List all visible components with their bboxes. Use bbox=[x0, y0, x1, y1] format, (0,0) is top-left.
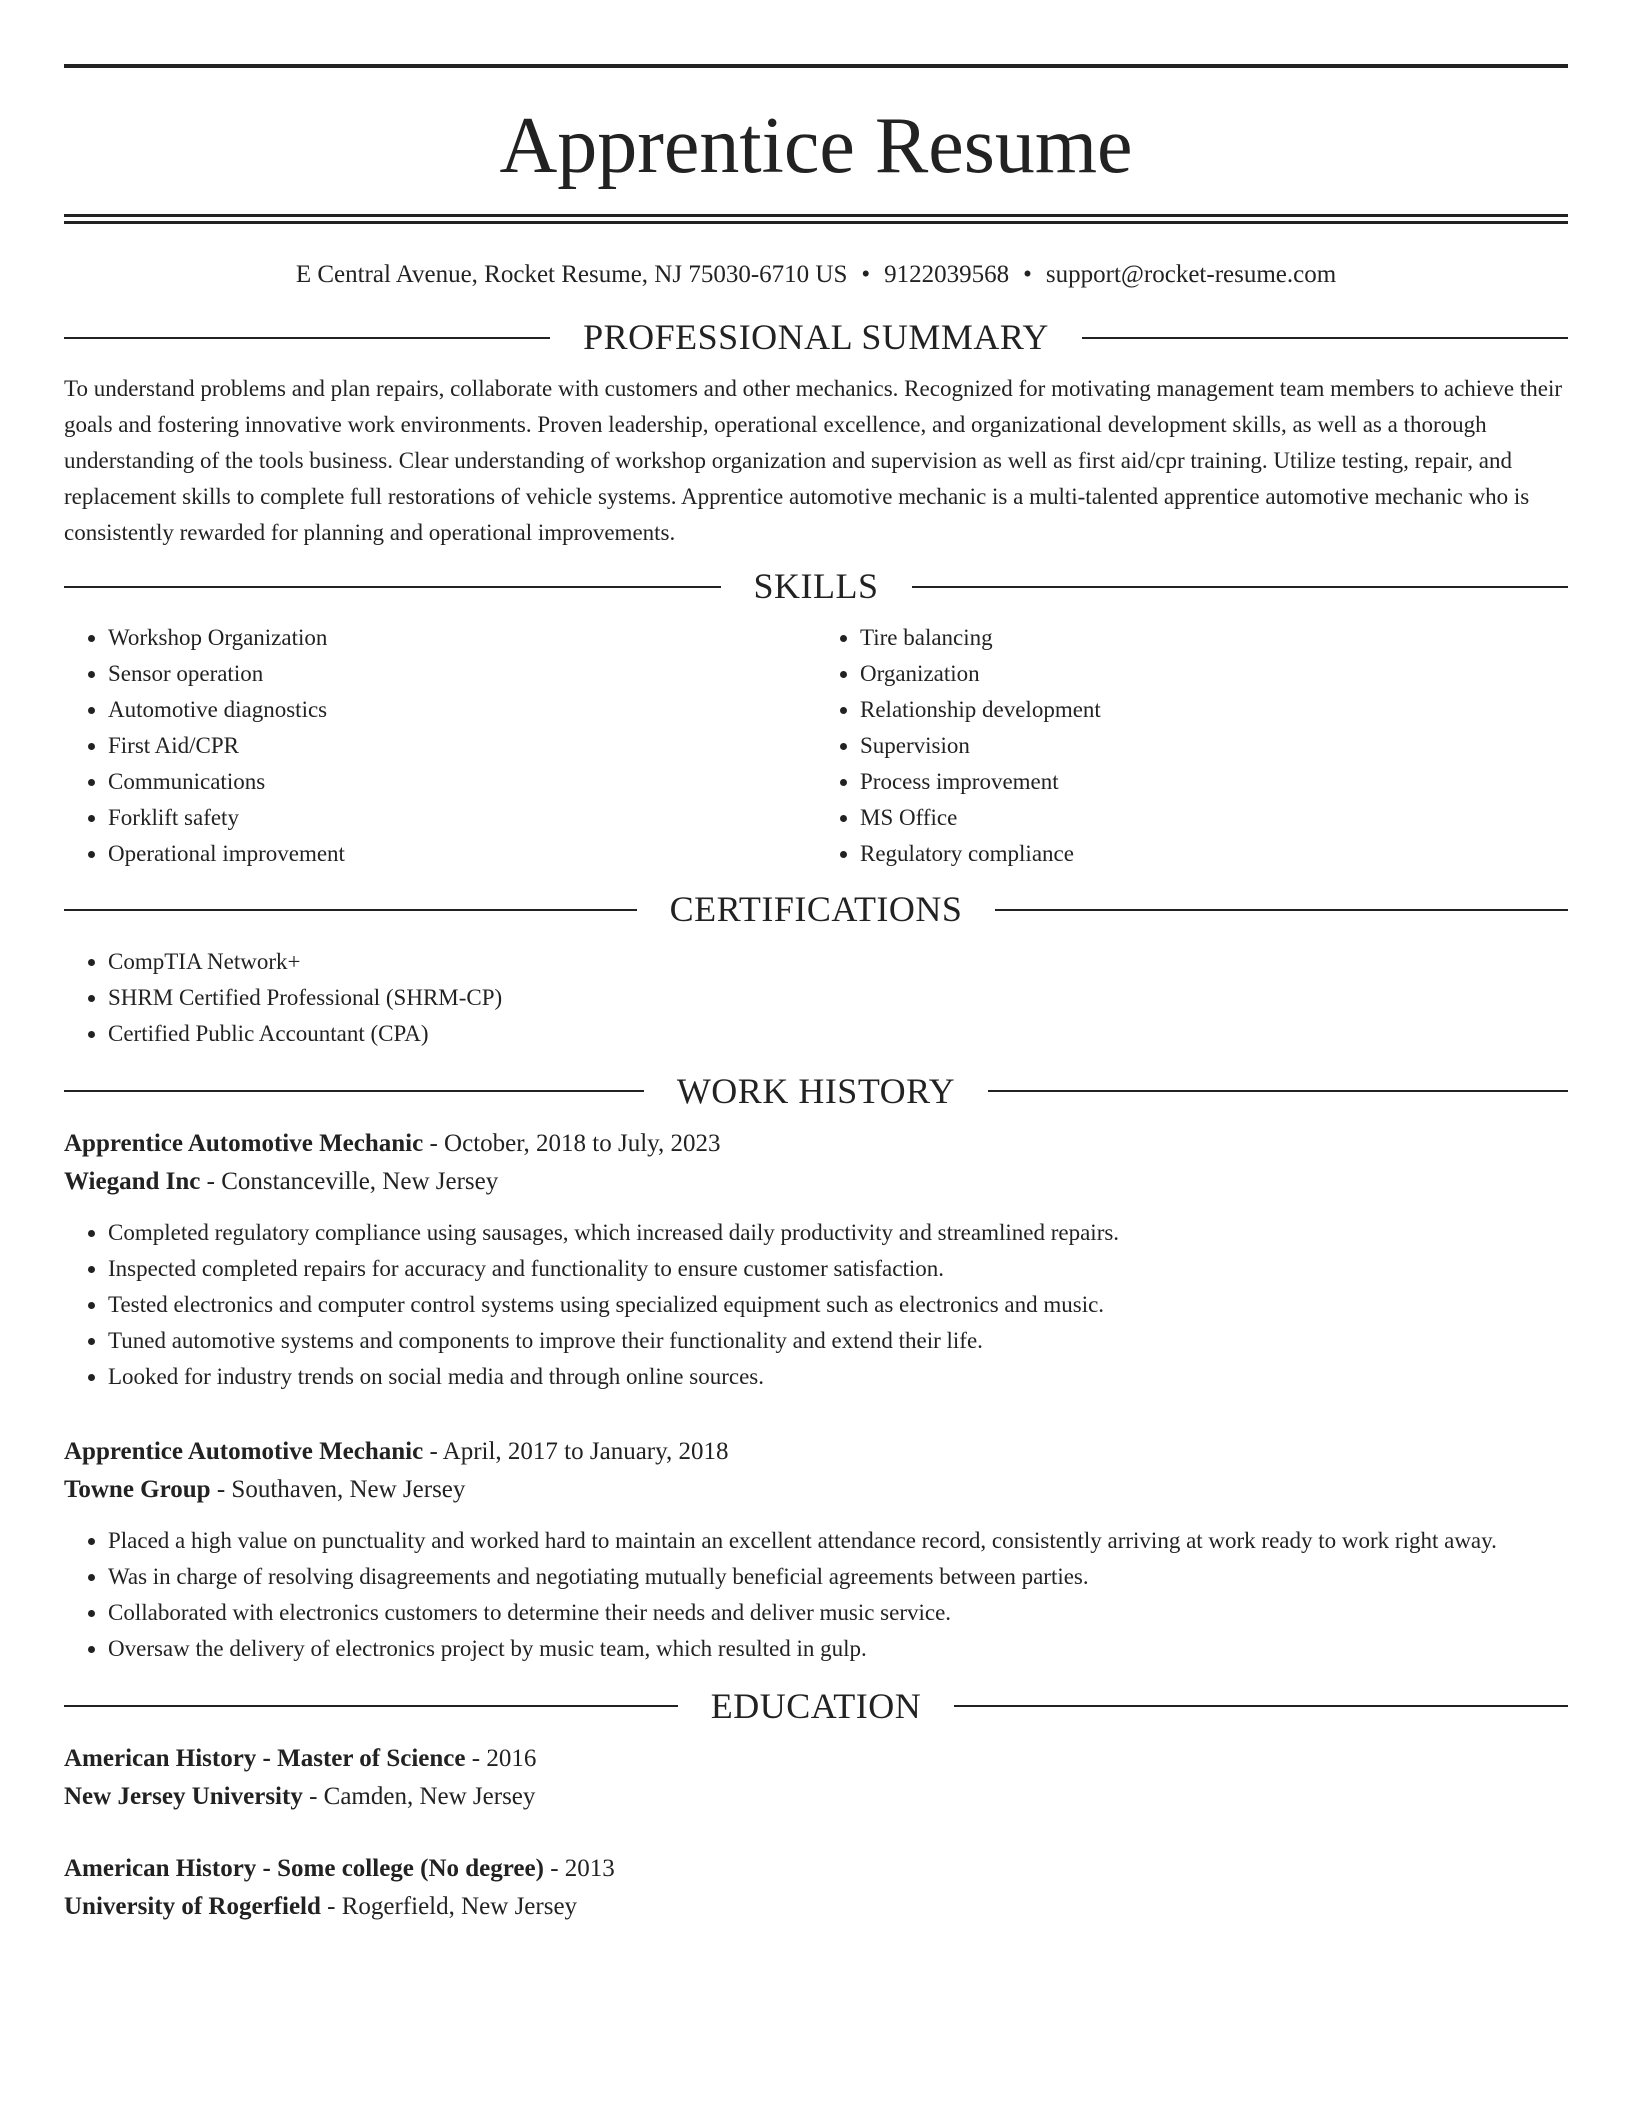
skill-item: • Process improvement bbox=[860, 764, 1568, 800]
job-entry bbox=[64, 1433, 1568, 1667]
job-company-line bbox=[64, 1471, 1568, 1509]
heading-rule-left bbox=[64, 1090, 644, 1092]
title-double-rule bbox=[64, 214, 1568, 224]
job-entry bbox=[64, 1125, 1568, 1395]
job-bullet: • Completed regulatory compliance using sausages, which increased daily productivity and streamlined repairs. bbox=[108, 1215, 1568, 1251]
education-year: - 2016 bbox=[465, 1744, 537, 1772]
heading-rule-left bbox=[64, 1705, 678, 1707]
education-location: - Camden, New Jersey bbox=[302, 1782, 536, 1810]
job-dates: - April, 2017 to January, 2018 bbox=[423, 1437, 729, 1465]
education-degree: American History - Some college (No degree) bbox=[64, 1854, 544, 1882]
top-rule bbox=[64, 64, 1568, 68]
job-bullet: • Collaborated with electronics customers to determine their needs and deliver music service. bbox=[108, 1595, 1568, 1631]
heading-rule-left bbox=[64, 586, 721, 588]
job-role: Apprentice Automotive Mechanic bbox=[64, 1129, 424, 1157]
job-location: - Constanceville, New Jersey bbox=[200, 1167, 499, 1195]
job-bullet: • Was in charge of resolving disagreements and negotiating mutually beneficial agreements between parties. bbox=[108, 1559, 1568, 1595]
heading-rule-left bbox=[64, 909, 637, 911]
contact-address: E Central Avenue, Rocket Resume, NJ 75030-6710 US bbox=[295, 261, 848, 288]
contact-phone: 9122039568 bbox=[884, 261, 1010, 288]
education-school: New Jersey University bbox=[64, 1782, 303, 1810]
education-location: - Rogerfield, New Jersey bbox=[320, 1892, 578, 1920]
skill-item: • Operational improvement bbox=[108, 836, 816, 872]
work-history-heading bbox=[64, 1070, 1568, 1113]
job-title-line bbox=[64, 1433, 1568, 1471]
job-bullet: • Tested electronics and computer control systems using specialized equipment such as electronics and music. bbox=[108, 1287, 1568, 1323]
education-heading bbox=[64, 1685, 1568, 1728]
education-year: - 2013 bbox=[543, 1854, 615, 1882]
contact-separator: • bbox=[1023, 261, 1032, 288]
job-company-line bbox=[64, 1163, 1568, 1201]
heading-rule-right bbox=[995, 909, 1568, 911]
certifications-title: CERTIFICATIONS bbox=[669, 889, 963, 930]
certification-item: • CompTIA Network+ bbox=[108, 944, 1568, 980]
education-entry bbox=[64, 1850, 1568, 1926]
education-title: EDUCATION bbox=[710, 1685, 922, 1726]
heading-rule-right bbox=[1082, 337, 1568, 339]
education-degree: American History - Master of Science bbox=[64, 1744, 466, 1772]
job-bullet: • Inspected completed repairs for accuracy and functionality to ensure customer satisfaction. bbox=[108, 1251, 1568, 1287]
certification-item: • SHRM Certified Professional (SHRM-CP) bbox=[108, 980, 1568, 1016]
heading-rule-left bbox=[64, 337, 550, 339]
work-history-title: WORK HISTORY bbox=[676, 1070, 956, 1111]
job-company: Wiegand Inc bbox=[64, 1167, 201, 1195]
certifications-heading bbox=[64, 888, 1568, 931]
job-dates: - October, 2018 to July, 2023 bbox=[423, 1129, 721, 1157]
skills-title: SKILLS bbox=[753, 566, 879, 607]
skill-item: • Tire balancing bbox=[860, 620, 1568, 656]
job-bullets bbox=[64, 1215, 1568, 1395]
skill-item: • Regulatory compliance bbox=[860, 836, 1568, 872]
skill-item: • Supervision bbox=[860, 728, 1568, 764]
contact-line bbox=[64, 260, 1568, 290]
education-degree-line bbox=[64, 1740, 1568, 1778]
heading-rule-right bbox=[912, 586, 1569, 588]
job-bullet: • Oversaw the delivery of electronics project by music team, which resulted in gulp. bbox=[108, 1631, 1568, 1667]
education-degree-line bbox=[64, 1850, 1568, 1888]
heading-rule-right bbox=[954, 1705, 1568, 1707]
skill-item: • MS Office bbox=[860, 800, 1568, 836]
skill-item: • Communications bbox=[108, 764, 816, 800]
education-school: University of Rogerfield bbox=[64, 1892, 321, 1920]
skills-column-right bbox=[816, 620, 1568, 872]
skills-heading bbox=[64, 565, 1568, 608]
job-location: - Southaven, New Jersey bbox=[210, 1475, 466, 1503]
job-bullets bbox=[64, 1523, 1568, 1667]
skill-item: • First Aid/CPR bbox=[108, 728, 816, 764]
heading-rule-right bbox=[988, 1090, 1568, 1092]
education-entry bbox=[64, 1740, 1568, 1816]
skill-item: • Relationship development bbox=[860, 692, 1568, 728]
skill-item: • Sensor operation bbox=[108, 656, 816, 692]
resume-title: Apprentice Resume bbox=[499, 102, 1133, 190]
job-role: Apprentice Automotive Mechanic bbox=[64, 1437, 424, 1465]
job-title-line bbox=[64, 1125, 1568, 1163]
certifications-list bbox=[64, 944, 1568, 1052]
contact-separator: • bbox=[861, 261, 871, 288]
skills-list bbox=[64, 620, 1568, 872]
education-school-line bbox=[64, 1778, 1568, 1816]
skill-item: • Automotive diagnostics bbox=[108, 692, 816, 728]
education-school-line bbox=[64, 1888, 1568, 1926]
summary-title: PROFESSIONAL SUMMARY bbox=[583, 317, 1049, 357]
skill-item: • Forklift safety bbox=[108, 800, 816, 836]
job-bullet: • Looked for industry trends on social media and through online sources. bbox=[108, 1359, 1568, 1395]
certification-item: • Certified Public Accountant (CPA) bbox=[108, 1016, 1568, 1052]
summary-heading bbox=[64, 316, 1568, 359]
skills-column-left bbox=[64, 620, 816, 872]
skill-item: • Workshop Organization bbox=[108, 620, 816, 656]
contact-email: support@rocket-resume.com bbox=[1045, 261, 1337, 288]
job-bullet: • Tuned automotive systems and components to improve their functionality and extend their life. bbox=[108, 1323, 1568, 1359]
skill-item: • Organization bbox=[860, 656, 1568, 692]
summary-text: To understand problems and plan repairs, collaborate with customers and other mechanics. Recognized for motivating management team members to achieve their goals and fostering innovative work environments. Proven leadership, operational excellence, and organizational development skills, as well as a thorough understanding of the tools business. Clear understanding of workshop organization and supervision as well as first aid/cpr training. Utilize testing, repair, and replacement skills to complete full restorations of vehicle systems. Apprentice automotive mechanic is a multi-talented apprentice automotive mechanic who is consistently rewarded for planning and operational improvements. bbox=[64, 376, 1562, 546]
job-bullet: • Placed a high value on punctuality and worked hard to maintain an excellent attendance record, consistently arriving at work ready to work right away. bbox=[108, 1523, 1568, 1559]
job-company: Towne Group bbox=[64, 1475, 211, 1503]
